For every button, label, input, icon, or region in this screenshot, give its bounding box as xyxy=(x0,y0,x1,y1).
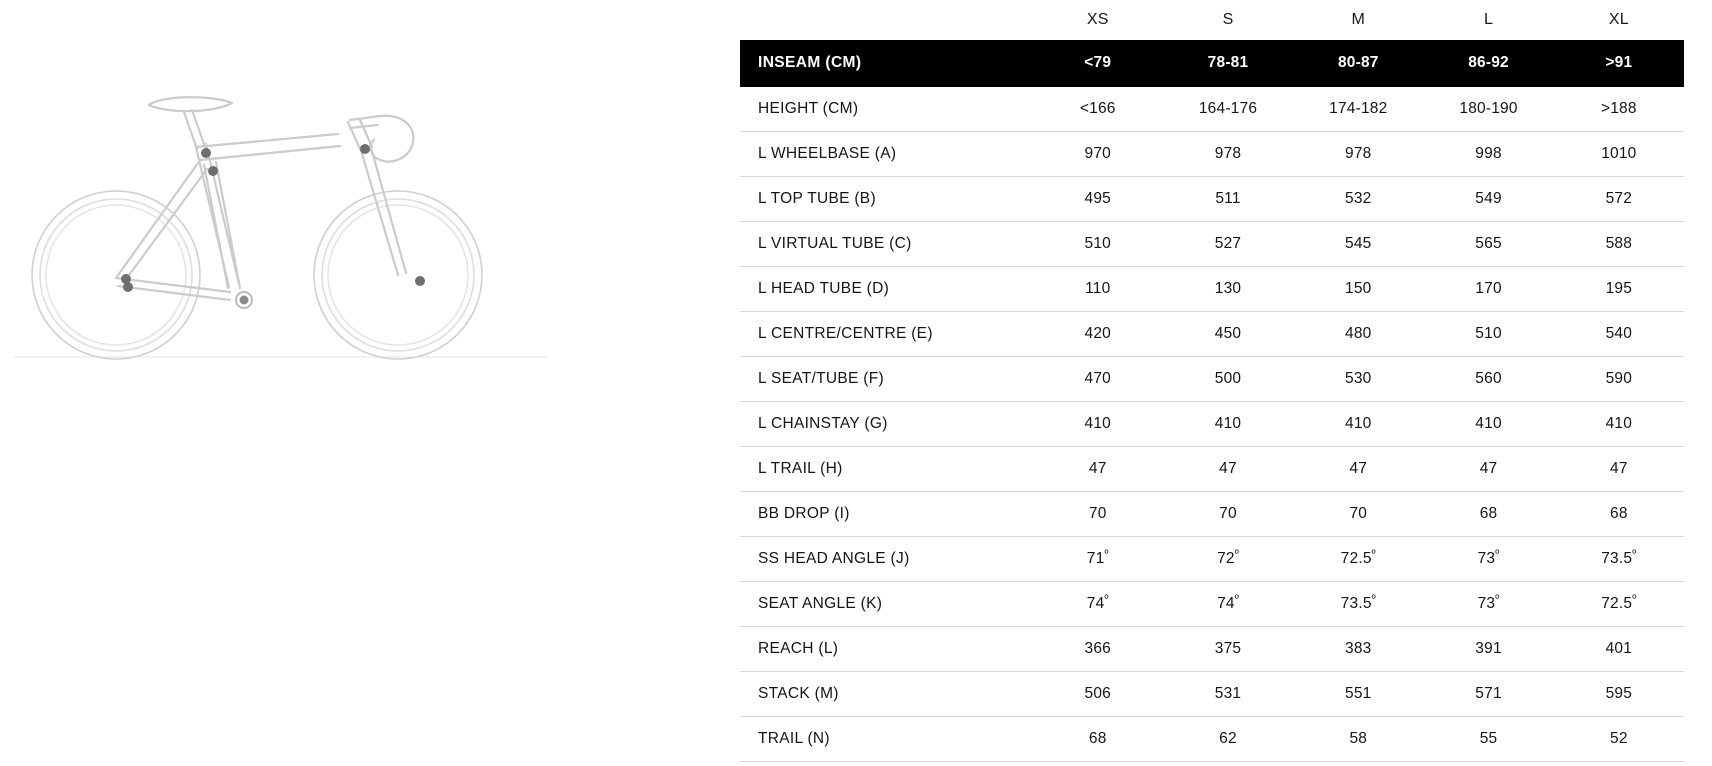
cell-value: 401 xyxy=(1554,627,1684,672)
cell-value: 410 xyxy=(1033,402,1163,447)
cell-value: 531 xyxy=(1163,672,1293,717)
table-header-row xyxy=(740,0,1684,40)
cell-value: 510 xyxy=(1423,312,1553,357)
cell-value: 1010 xyxy=(1554,132,1684,177)
cell-value: 410 xyxy=(1293,402,1423,447)
row-label: L CHAINSTAY (G) xyxy=(740,402,1033,447)
cell-value: 62 xyxy=(1163,717,1293,762)
row-label: L TRAIL (H) xyxy=(740,447,1033,492)
cell-value: 565 xyxy=(1423,222,1553,267)
row-label: BB DROP (I) xyxy=(740,492,1033,537)
row-label: L VIRTUAL TUBE (C) xyxy=(740,222,1033,267)
header-size-xs: XS xyxy=(1086,11,1109,28)
cell-value: 58 xyxy=(1293,717,1423,762)
cell-value: 500 xyxy=(1163,357,1293,402)
cell-value: 588 xyxy=(1554,222,1684,267)
cell-value: $74^º$ xyxy=(1163,582,1293,627)
cell-value: 510 xyxy=(1033,222,1163,267)
cell-value: 571 xyxy=(1423,672,1553,717)
cell-value: 375 xyxy=(1163,627,1293,672)
cell-value: 383 xyxy=(1293,627,1423,672)
table-row xyxy=(740,177,1684,222)
table-row xyxy=(740,717,1684,762)
cell-value: 511 xyxy=(1163,177,1293,222)
cell-value: 572 xyxy=(1554,177,1684,222)
cell-value: 527 xyxy=(1163,222,1293,267)
cell-value: 174-182 xyxy=(1293,87,1423,132)
cell-value: 164-176 xyxy=(1163,87,1293,132)
cell-value: $73.5^º$ xyxy=(1293,582,1423,627)
table-row xyxy=(740,402,1684,447)
row-label: L SEAT/TUBE (F) xyxy=(740,357,1033,402)
row-label: L CENTRE/CENTRE (E) xyxy=(740,312,1033,357)
cell-value: $72^º$ xyxy=(1163,537,1293,582)
bike-illustration-panel xyxy=(0,0,730,766)
table-row xyxy=(740,132,1684,177)
cell-value: 47 xyxy=(1033,447,1163,492)
row-label: TRAIL (N) xyxy=(740,717,1033,762)
table-row xyxy=(740,672,1684,717)
cell-value: 70 xyxy=(1163,492,1293,537)
cell-value: <166 xyxy=(1033,87,1163,132)
cell-value: 70 xyxy=(1033,492,1163,537)
header-size-xl: XL xyxy=(1608,11,1629,28)
geometry-table-panel xyxy=(730,0,1712,766)
table-row-highlighted xyxy=(740,40,1684,87)
cell-value: 545 xyxy=(1293,222,1423,267)
table-body xyxy=(740,40,1684,762)
table-row xyxy=(740,87,1684,132)
row-label: HEIGHT (CM) xyxy=(740,87,1033,132)
geometry-table xyxy=(740,0,1684,762)
cell-value: $73^º$ xyxy=(1423,537,1553,582)
table-row xyxy=(740,537,1684,582)
cell-value: 47 xyxy=(1554,447,1684,492)
cell-value: 549 xyxy=(1423,177,1553,222)
cell-value: 560 xyxy=(1423,357,1553,402)
cell-value: 410 xyxy=(1554,402,1684,447)
cell-value: $72.5^º$ xyxy=(1293,537,1423,582)
cell-value: 68 xyxy=(1033,717,1163,762)
cell-value: 110 xyxy=(1033,267,1163,312)
cell-value: 55 xyxy=(1423,717,1553,762)
cell-value: 595 xyxy=(1554,672,1684,717)
cell-value: 170 xyxy=(1423,267,1553,312)
cell-value: 366 xyxy=(1033,627,1163,672)
cell-value: 551 xyxy=(1293,672,1423,717)
cell-value: 195 xyxy=(1554,267,1684,312)
cell-value: 80-87 xyxy=(1293,40,1423,87)
cell-value: 420 xyxy=(1033,312,1163,357)
table-row xyxy=(740,582,1684,627)
table-row xyxy=(740,492,1684,537)
cell-value: >188 xyxy=(1554,87,1684,132)
cell-value: 47 xyxy=(1163,447,1293,492)
row-label: INSEAM (CM) xyxy=(740,40,1033,87)
cell-value: 78-81 xyxy=(1163,40,1293,87)
row-label: L TOP TUBE (B) xyxy=(740,177,1033,222)
cell-value: 495 xyxy=(1033,177,1163,222)
table-row xyxy=(740,267,1684,312)
cell-value: 450 xyxy=(1163,312,1293,357)
cell-value: 506 xyxy=(1033,672,1163,717)
cell-value: $73^º$ xyxy=(1423,582,1553,627)
row-label: SS HEAD ANGLE (J) xyxy=(740,537,1033,582)
cell-value: 540 xyxy=(1554,312,1684,357)
cell-value: 68 xyxy=(1554,492,1684,537)
cell-value: 978 xyxy=(1163,132,1293,177)
header-measure-blank xyxy=(740,0,1033,40)
cell-value: $72.5^º$ xyxy=(1554,582,1684,627)
row-label: L HEAD TUBE (D) xyxy=(740,267,1033,312)
header-size-s: S xyxy=(1222,11,1234,28)
cell-value: 52 xyxy=(1554,717,1684,762)
cell-value: 998 xyxy=(1423,132,1553,177)
row-label: STACK (M) xyxy=(740,672,1033,717)
row-label: REACH (L) xyxy=(740,627,1033,672)
cell-value: 68 xyxy=(1423,492,1553,537)
cell-value: 70 xyxy=(1293,492,1423,537)
table-row xyxy=(740,222,1684,267)
cell-value: <79 xyxy=(1033,40,1163,87)
cell-value: >91 xyxy=(1554,40,1684,87)
cell-value: 410 xyxy=(1423,402,1553,447)
cell-value: 410 xyxy=(1163,402,1293,447)
cell-value: $71^º$ xyxy=(1033,537,1163,582)
cell-value: 470 xyxy=(1033,357,1163,402)
cell-value: 530 xyxy=(1293,357,1423,402)
cell-value: 47 xyxy=(1293,447,1423,492)
cell-value: $73.5^º$ xyxy=(1554,537,1684,582)
table-row xyxy=(740,627,1684,672)
cell-value: $74^º$ xyxy=(1033,582,1163,627)
cell-value: 47 xyxy=(1423,447,1553,492)
row-label: L WHEELBASE (A) xyxy=(740,132,1033,177)
header-size-m: M xyxy=(1351,11,1366,28)
cell-value: 532 xyxy=(1293,177,1423,222)
cell-value: 590 xyxy=(1554,357,1684,402)
cell-value: 970 xyxy=(1033,132,1163,177)
bicycle-geometry-icon xyxy=(8,30,568,390)
cell-value: 978 xyxy=(1293,132,1423,177)
cell-value: 391 xyxy=(1423,627,1553,672)
table-row xyxy=(740,357,1684,402)
cell-value: 480 xyxy=(1293,312,1423,357)
cell-value: 180-190 xyxy=(1423,87,1553,132)
cell-value: 86-92 xyxy=(1423,40,1553,87)
table-row xyxy=(740,312,1684,357)
table-row xyxy=(740,447,1684,492)
cell-value: 130 xyxy=(1163,267,1293,312)
cell-value: 150 xyxy=(1293,267,1423,312)
row-label: SEAT ANGLE (K) xyxy=(740,582,1033,627)
header-size-l: L xyxy=(1483,11,1494,28)
